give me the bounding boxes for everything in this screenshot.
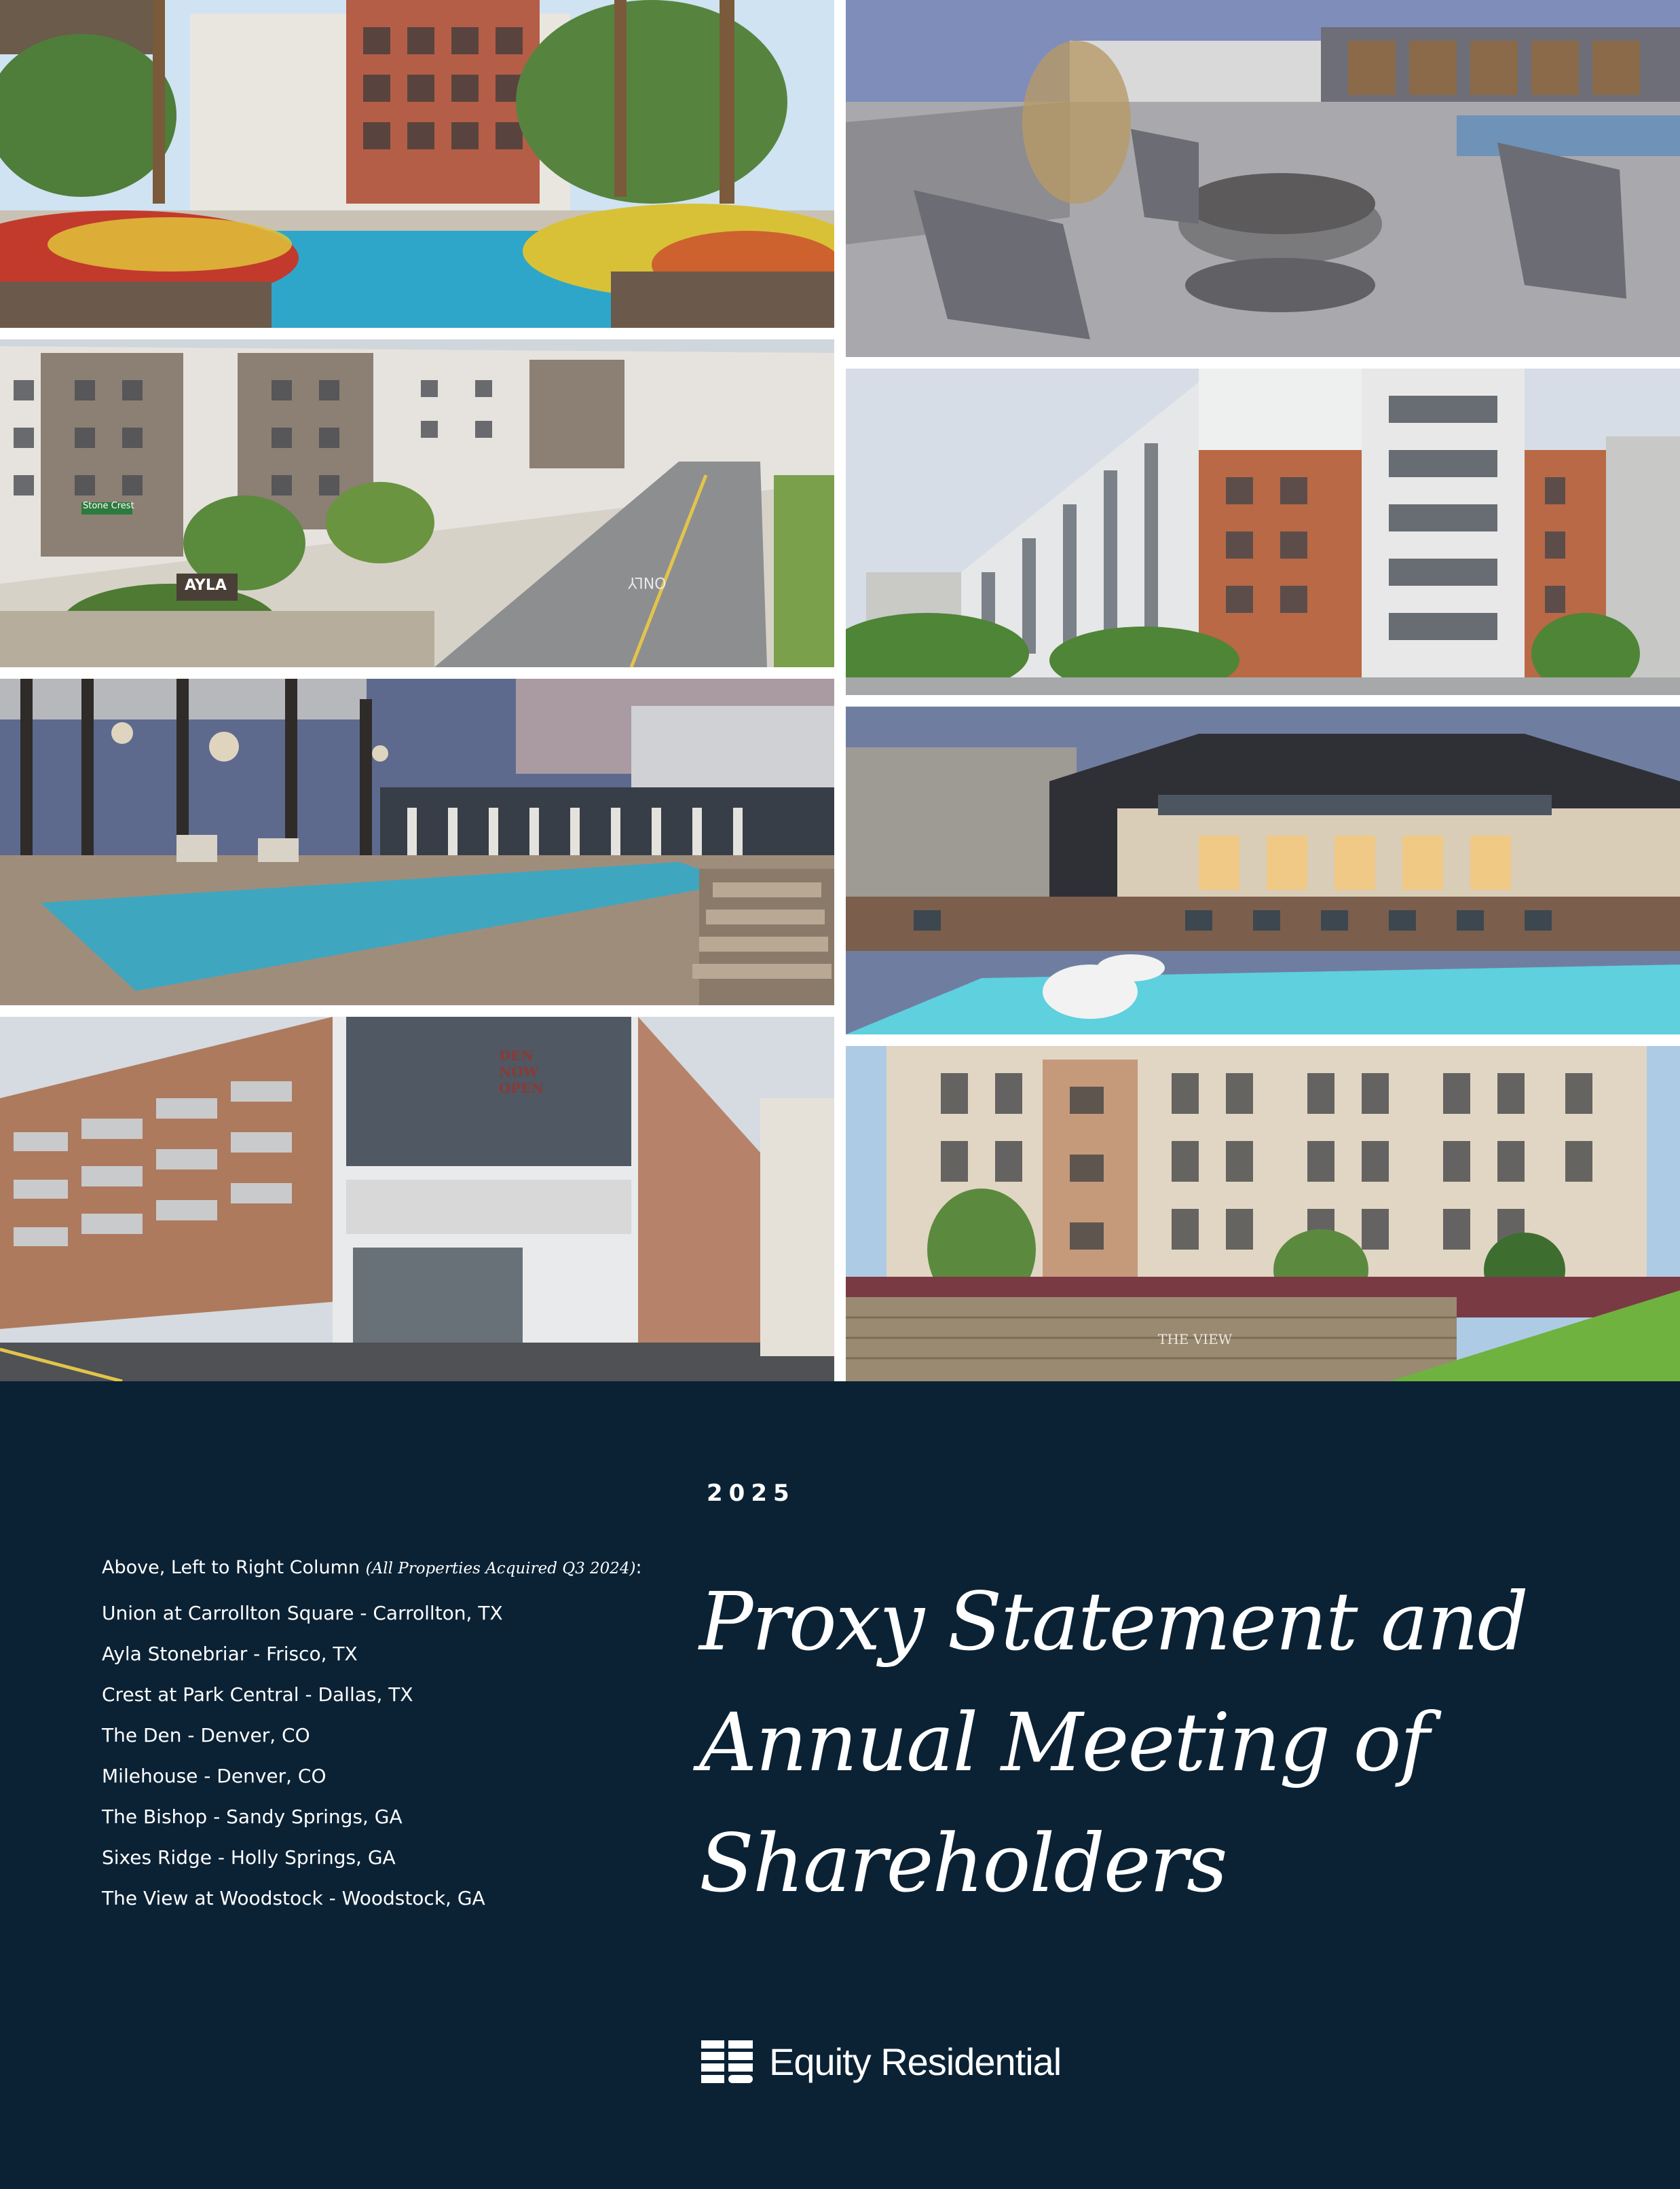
- caption-item: The Bishop - Sandy Springs, GA: [102, 1806, 403, 1828]
- photo-captions: [102, 1557, 642, 1919]
- road-marking-text: ONLY: [628, 574, 667, 591]
- caption-item: The View at Woodstock - Woodstock, GA: [102, 1887, 485, 1909]
- monument-sign-text: AYLA: [185, 577, 227, 594]
- title-line: Annual Meeting of: [699, 1696, 1429, 1789]
- photo-sixes-ridge: [0, 1017, 834, 1381]
- equity-residential-logo-icon: [701, 2040, 753, 2084]
- photo-the-bishop: [846, 707, 1680, 1034]
- window-banner-text: DEN NOW OPEN: [499, 1047, 544, 1096]
- photo-crest-at-park-central: [0, 679, 834, 1005]
- caption-item: Crest at Park Central - Dallas, TX: [102, 1683, 413, 1706]
- photo-ayla-stonebriar: [0, 339, 834, 667]
- street-sign-text: Stone Crest: [83, 501, 134, 511]
- brand-name: Equity Residential: [769, 2040, 1062, 2083]
- report-year: 2025: [707, 1480, 796, 1507]
- caption-item: Ayla Stonebriar - Frisco, TX: [102, 1643, 358, 1665]
- photo-milehouse: [846, 369, 1680, 695]
- entry-sign-text: THE VIEW: [1158, 1331, 1233, 1347]
- captions-heading-note: (All Properties Acquired Q3 2024): [365, 1560, 636, 1577]
- photo-union-at-carrollton-square: [0, 0, 834, 328]
- captions-heading-label: Above, Left to Right Column: [102, 1557, 360, 1578]
- brand-logo: [701, 2040, 1061, 2084]
- title-line: Proxy Statement and: [699, 1575, 1527, 1668]
- caption-item: Union at Carrollton Square - Carrollton, TX: [102, 1602, 503, 1624]
- caption-item: Milehouse - Denver, CO: [102, 1765, 326, 1787]
- captions-heading-colon: :: [635, 1557, 642, 1578]
- photo-the-den: [846, 0, 1680, 357]
- photo-the-view-at-woodstock: [846, 1046, 1680, 1381]
- captions-heading: [102, 1557, 642, 1578]
- title-line: Shareholders: [699, 1816, 1227, 1910]
- document-title: [699, 1561, 1582, 1924]
- caption-item: The Den - Denver, CO: [102, 1724, 310, 1746]
- caption-item: Sixes Ridge - Holly Springs, GA: [102, 1846, 396, 1869]
